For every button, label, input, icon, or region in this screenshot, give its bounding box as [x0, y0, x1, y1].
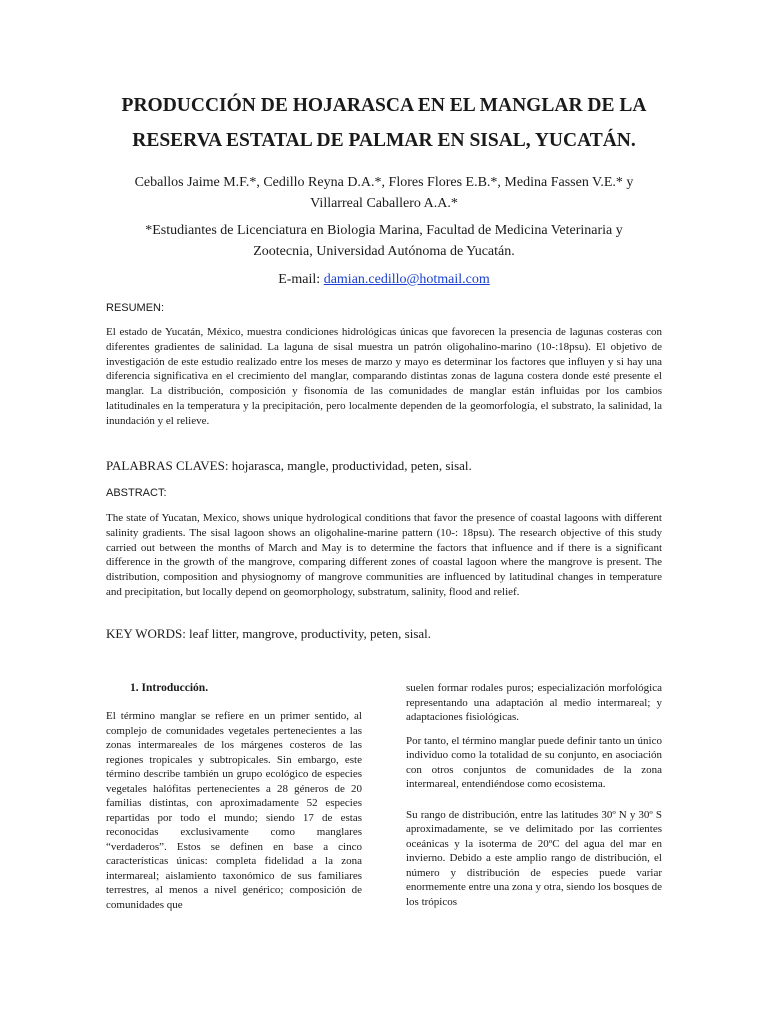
abstract-text: The state of Yucatan, Mexico, shows unique hydrological conditions that favor the presence of coastal lagoons with different salinity gradients. The sisal lagoon shows an oligohaline-marine pattern (10-: 18psu). The research objective of this study carried out between the months of March and May is to determine the factors that influence and if there is a significant difference in the growth of the mangrove, comparing different zones of coastal lagoon where the mangrove is present. The distribution, composition and physiognomy of mangrove communities are influenced by latitudinal changes in temperature and precipitation, but locally depend on geomorphology, substratum, salinity, flood and relief.: [106, 512, 662, 598]
authors-line-1: Ceballos Jaime M.F.*, Cedillo Reyna D.A.*, Flores Flores E.B.*, Medina Fassen V.E.* y: [134, 175, 634, 190]
affiliation-line-2: Zootecnia, Universidad Autónoma de Yucatán.: [253, 244, 515, 259]
email-line: [100, 270, 668, 290]
title-line-1: PRODUCCIÓN DE HOJARASCA EN EL MANGLAR DE LA: [121, 95, 647, 116]
resumen-heading: RESUMEN:: [106, 302, 165, 314]
title-line-2: RESERVA ESTATAL DE PALMAR EN SISAL, YUCATÁN.: [132, 130, 636, 151]
paper-title: [60, 88, 708, 158]
intro-paragraph: suelen formar rodales puros; especialización morfológica representando una adaptación al medio intermareal; y adaptaciones fisiológicas.: [406, 682, 662, 723]
intro-paragraph: Por tanto, el término manglar puede definir tanto un único individuo como la totalidad de su conjunto, en asociación con otros conjuntos de comunidades de la zona intermareal, entendiéndose como ecosistema.: [406, 734, 662, 790]
right-column: [406, 681, 662, 909]
abstract-heading: ABSTRACT:: [106, 487, 167, 499]
intro-paragraph: El término manglar se refiere en un primer sentido, al complejo de comunidades vegetales pertenecientes a las zonas intermareales de los márgenes costeros de las regiones tropicales y subtropicales. Sin embargo, este término describe también un grupo ecológico de especies vegetales halófitas pertenecientes a 28 géneros de 20 familias distintas, con aproximadamente 52 especies repartidas por todo el mundo; siendo 17 de estas reconocidas exclusivamente como manglares “verdaderos”. Estos se definen en base a cinco características únicas: completa fidelidad a la zona intermareal; aislamiento taxonómico de sus familiares terrestres, al menos a nivel genérico; composición de comunidades que: [106, 710, 362, 911]
author-list: [100, 172, 668, 214]
resumen-text: El estado de Yucatán, México, muestra condiciones hidrológicas únicas que favorecen la presencia de lagunas costeras con diferentes gradientes de salinidad. La laguna de sisal muestra un patrón oligohalino-marino (10-:18psu). El objetivo de investigación de este estudio realizado entre los meses de marzo y mayo es determinar los factores que influyen y si hay una diferencia significativa en el crecimiento del manglar, comparando distintas zonas de laguna costera donde esté presente el manglar. La distribución, composición y fisonomía de las comunidades de manglar están influidas por los cambios latitudinales en la temperatura y la precipitación, pero localmente dependen de la geomorfología, el substrato, la salinidad, la inundación y el relieve.: [106, 326, 662, 427]
affiliation: [100, 220, 668, 262]
email-link[interactable]: damian.cedillo@hotmail.com: [323, 272, 490, 287]
introduction-heading: 1. Introducción.: [130, 682, 209, 694]
authors-line-2: Villarreal Caballero A.A.*: [310, 196, 458, 211]
left-column: [106, 709, 362, 912]
affiliation-line-1: *Estudiantes de Licenciatura en Biologia Marina, Facultad de Medicina Veterinaria y: [145, 223, 623, 238]
key-words: KEY WORDS: leaf litter, mangrove, productivity, peten, sisal.: [106, 626, 432, 641]
email-label: E-mail:: [278, 272, 324, 287]
palabras-claves: PALABRAS CLAVES: hojarasca, mangle, productividad, peten, sisal.: [106, 458, 472, 473]
intro-paragraph: Su rango de distribución, entre las latitudes 30º N y 30º S aproximadamente, se ve delimitado por las corrientes oceánicas y la isoterma de 20ºC del agua del mar en invierno. Debido a este amplio rango de distribución, el número y distribución de especies puede variar enormemente entre una zona y otra, siendo los bosques de los trópicos: [406, 808, 662, 908]
